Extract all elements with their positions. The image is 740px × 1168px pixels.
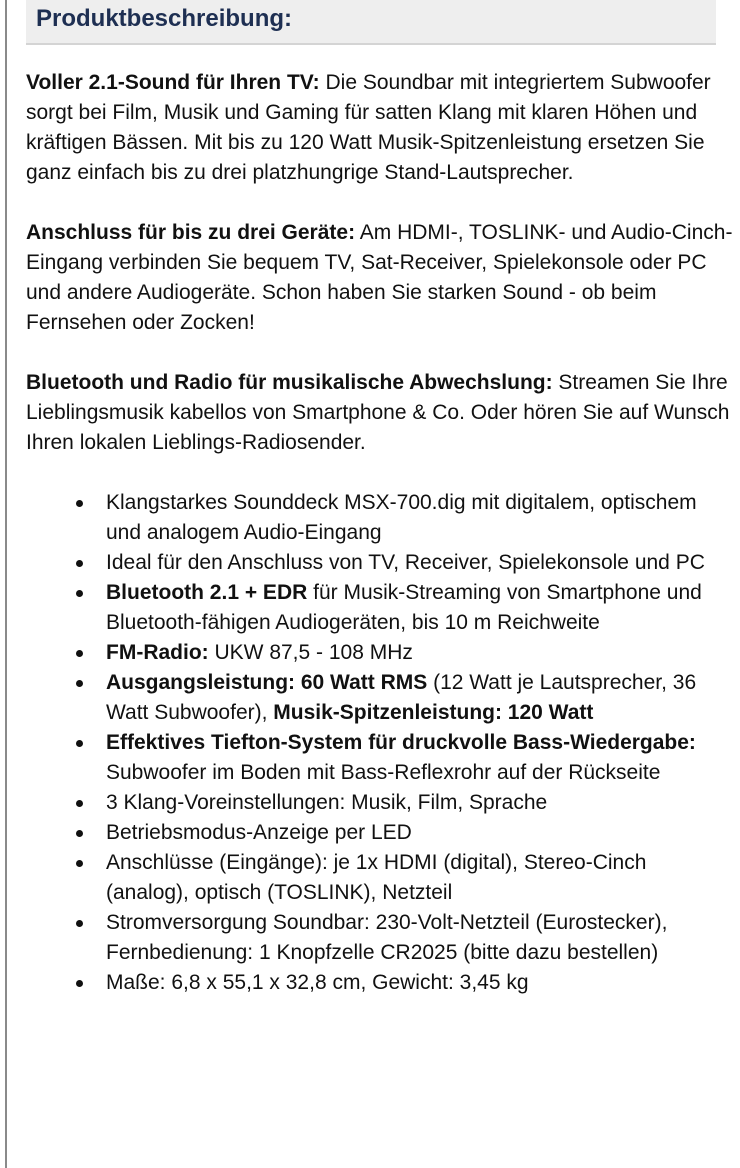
- feature-item: [106, 908, 734, 968]
- description-paragraph-connections: [26, 218, 734, 338]
- feature-highlight: Musik-Spitzenleistung: 120 Watt: [273, 701, 594, 724]
- feature-text: UKW 87,5 - 108 MHz: [208, 641, 413, 664]
- feature-text: 3 Klang-Voreinstellungen: Musik, Film, Sprache: [106, 791, 548, 814]
- feature-text: Stromversorgung Soundbar: 230-Volt-Netzteil (Eurostecker), Fernbedienung: 1 Knopfzelle CR2025 (bitte dazu bestellen): [106, 911, 668, 964]
- paragraph-text: Streamen Sie Ihre Lieblingsmusik kabellos von Smartphone & Co. Oder hören Sie auf Wunsch Ihren lokalen Lieblings-Radiosender.: [26, 371, 730, 454]
- feature-text: Maße: 6,8 x 55,1 x 32,8 cm, Gewicht: 3,45 kg: [106, 971, 529, 994]
- section-header: [26, 0, 716, 45]
- feature-item: [106, 488, 734, 548]
- paragraph-lead: Voller 2.1-Sound für Ihren TV:: [26, 71, 320, 94]
- paragraph-lead: Bluetooth und Radio für musikalische Abwechslung:: [26, 371, 553, 394]
- feature-item: [106, 728, 734, 788]
- left-border-line: [5, 0, 7, 1168]
- description-paragraph-bluetooth: [26, 368, 734, 458]
- section-title: Produktbeschreibung:: [36, 5, 293, 32]
- feature-highlight: FM-Radio:: [106, 641, 209, 664]
- feature-text: Subwoofer im Boden mit Bass-Reflexrohr auf der Rückseite: [106, 761, 661, 784]
- feature-item: [106, 968, 734, 998]
- feature-text: Betriebsmodus-Anzeige per LED: [106, 821, 412, 844]
- product-description: [26, 68, 734, 998]
- feature-item: [106, 818, 734, 848]
- paragraph-text: Am HDMI-, TOSLINK- und Audio-Cinch-Eingang verbinden Sie bequem TV, Sat-Receiver, Spielekonsole oder PC und andere Audiogeräte. Schon haben Sie starken Sound - ob beim Fernsehen oder Zocken!: [26, 221, 733, 334]
- paragraph-lead: Anschluss für bis zu drei Geräte:: [26, 221, 356, 244]
- feature-item: [106, 548, 734, 578]
- description-paragraph-sound: [26, 68, 734, 188]
- feature-item: [106, 788, 734, 818]
- feature-item: [106, 848, 734, 908]
- feature-item: [106, 578, 734, 638]
- feature-text: Anschlüsse (Eingänge): je 1x HDMI (digital), Stereo-Cinch (analog), optisch (TOSLINK), Netzteil: [106, 851, 647, 904]
- feature-item: [106, 638, 734, 668]
- feature-highlight: Effektives Tiefton-System für druckvolle Bass-Wiedergabe:: [106, 731, 696, 754]
- feature-text: (12 Watt je Lautsprecher, 36 Watt Subwoofer),: [106, 671, 697, 724]
- feature-text: für Musik-Streaming von Smartphone und Bluetooth-fähigen Audiogeräten, bis 10 m Reichweite: [106, 581, 702, 634]
- feature-list: [26, 488, 734, 998]
- paragraph-text: Die Soundbar mit integriertem Subwoofer sorgt bei Film, Musik und Gaming für satten Klang mit klaren Höhen und kräftigen Bässen. Mit bis zu 120 Watt Musik-Spitzenleistung ersetzen Sie ganz einfach bis zu drei platzhungrige Stand-Lautsprecher.: [26, 71, 711, 184]
- feature-highlight: Bluetooth 2.1 + EDR: [106, 581, 308, 604]
- feature-highlight: Ausgangsleistung: 60 Watt RMS: [106, 671, 428, 694]
- feature-item: [106, 668, 734, 728]
- feature-text: Klangstarkes Sounddeck MSX-700.dig mit digitalem, optischem und analogem Audio-Eingang: [106, 491, 697, 544]
- feature-text: Ideal für den Anschluss von TV, Receiver, Spielekonsole und PC: [106, 551, 705, 574]
